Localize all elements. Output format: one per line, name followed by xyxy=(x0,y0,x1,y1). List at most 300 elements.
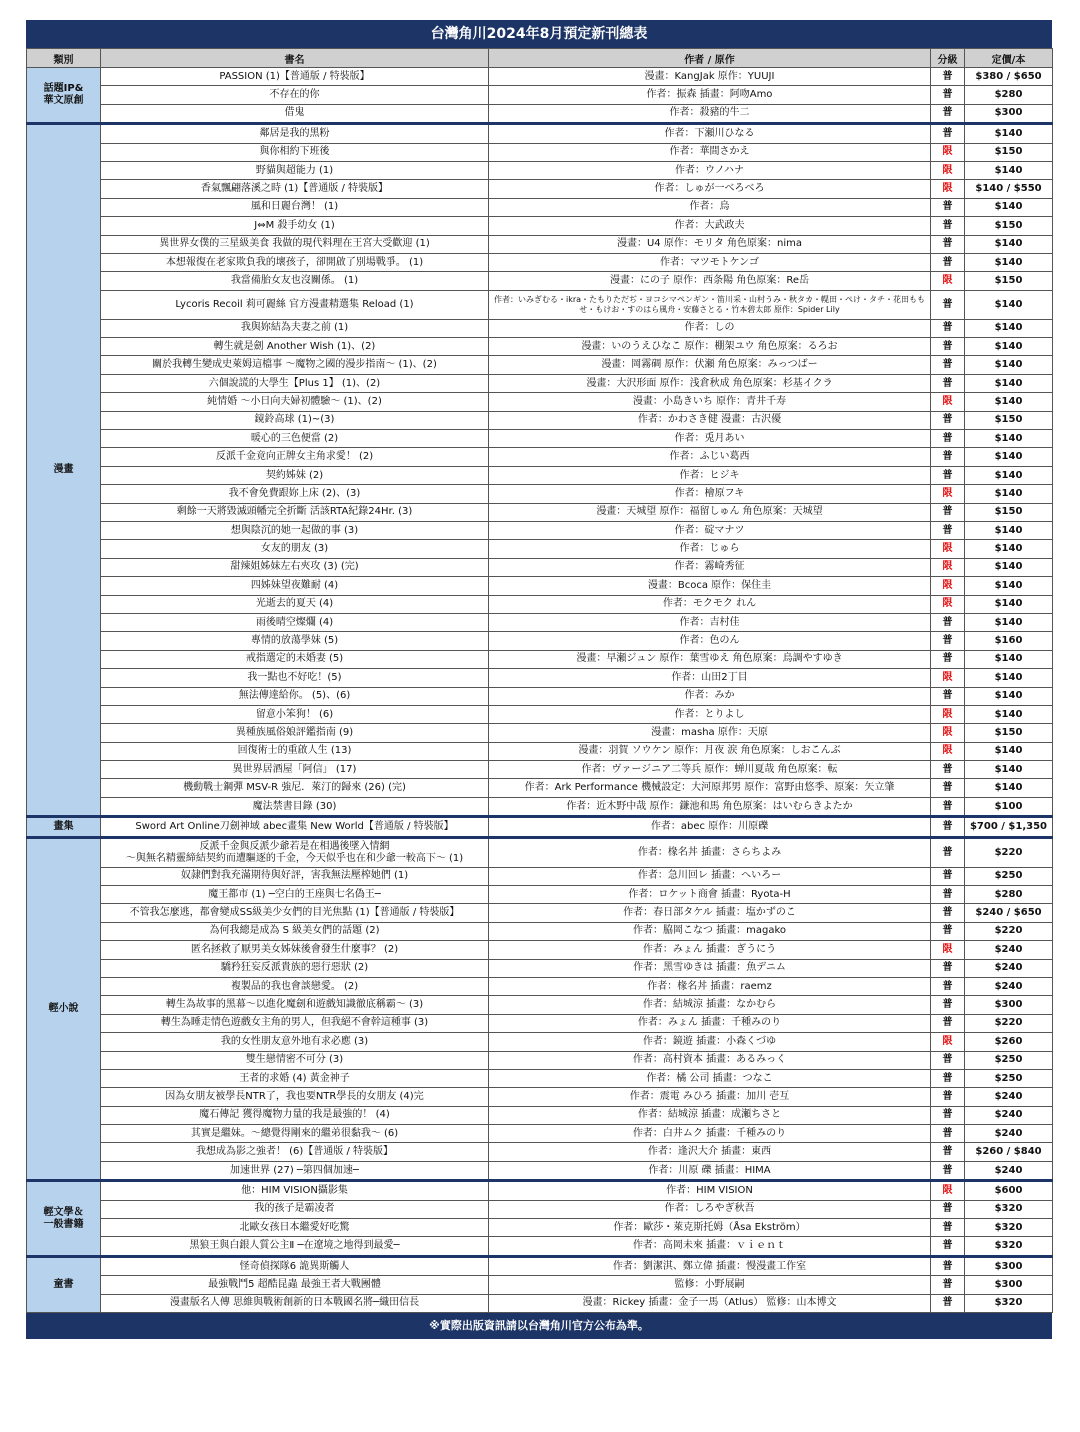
table-row xyxy=(27,1294,1053,1312)
book-author: 作者：黑雪ゆきは 插畫：魚デニム xyxy=(489,959,931,977)
category-cell: 輕文學＆ 一般書籍 xyxy=(27,1181,101,1257)
table-row xyxy=(27,430,1053,448)
sheet xyxy=(26,20,1052,1339)
table-row xyxy=(27,356,1053,374)
book-title: 我的女性朋友意外地有求必應 (3) xyxy=(101,1033,489,1051)
table-row xyxy=(27,338,1053,356)
rating-cell: 普 xyxy=(931,1051,965,1069)
book-author: 作者：殺豬的牛二 xyxy=(489,104,931,123)
book-author: 作者：ヒジキ xyxy=(489,466,931,484)
book-title: 專情的放蕩學妹 (5) xyxy=(101,632,489,650)
book-author: 作者：結城涼 插畫：なかむら xyxy=(489,996,931,1014)
book-author: 作者：川原 礫 插畫：HIMA xyxy=(489,1161,931,1180)
rating-cell: 普 xyxy=(931,503,965,521)
book-author: 漫畫：KangJak 原作：YUUJI xyxy=(489,68,931,86)
table-row xyxy=(27,724,1053,742)
price-cell: $140 xyxy=(965,430,1053,448)
table-row xyxy=(27,411,1053,429)
price-cell: $240 xyxy=(965,977,1053,995)
price-cell: $140 xyxy=(965,577,1053,595)
book-author: 作者：橘 公司 插畫：つなこ xyxy=(489,1069,931,1087)
table-row xyxy=(27,867,1053,885)
rating-cell: 普 xyxy=(931,632,965,650)
book-author: 漫畫：Bcoca 原作：保住圭 xyxy=(489,577,931,595)
rating-cell: 普 xyxy=(931,1106,965,1124)
table-header-row xyxy=(27,49,1053,68)
book-author: 作者：兎月あい xyxy=(489,430,931,448)
price-cell: $140 xyxy=(965,540,1053,558)
table-body xyxy=(27,68,1053,1313)
book-author: 作者：逢沢大介 插畫：東西 xyxy=(489,1143,931,1161)
book-author: 漫畫：Rickey 插畫：金子一馬（Atlus） 監修：山本博文 xyxy=(489,1294,931,1312)
table-row xyxy=(27,374,1053,392)
rating-cell: 普 xyxy=(931,68,965,86)
book-title: 加速世界 (27) ─第四個加速─ xyxy=(101,1161,489,1180)
book-title: 香氣飄翩落溪之時 (1)【普通版 / 特裝版】 xyxy=(101,180,489,198)
table-row xyxy=(27,1256,1053,1275)
table-row xyxy=(27,1161,1053,1180)
table-row xyxy=(27,687,1053,705)
price-cell: $260 xyxy=(965,1033,1053,1051)
book-author: 作者：しろやぎ秋吾 xyxy=(489,1200,931,1218)
price-cell: $140 xyxy=(965,374,1053,392)
book-author: 作者：みか xyxy=(489,687,931,705)
price-cell: $140 xyxy=(965,761,1053,779)
table-row xyxy=(27,1014,1053,1032)
rating-cell: 普 xyxy=(931,1069,965,1087)
book-author: 作者：山田2丁目 xyxy=(489,669,931,687)
price-cell: $300 xyxy=(965,104,1053,123)
price-cell: $240 / $650 xyxy=(965,904,1053,922)
category-cell: 童書 xyxy=(27,1256,101,1312)
price-cell: $300 xyxy=(965,996,1053,1014)
rating-cell: 普 xyxy=(931,253,965,271)
table-row xyxy=(27,959,1053,977)
rating-cell: 普 xyxy=(931,466,965,484)
book-title: 甜辣姐姊妹左右夾攻 (3) (完) xyxy=(101,558,489,576)
book-title: 黑狼王與白銀人質公主Ⅱ ─在遼境之地得到最愛─ xyxy=(101,1237,489,1256)
rating-cell: 普 xyxy=(931,867,965,885)
rating-cell: 限 xyxy=(931,724,965,742)
price-cell: $100 xyxy=(965,797,1053,816)
book-author: 作者：近木野中哉 原作：鎌池和馬 角色原案：はいむらきよたか xyxy=(489,797,931,816)
book-title: 留意小笨狗！ (6) xyxy=(101,705,489,723)
book-author: 作者：脇岡こなつ 插畫：magako xyxy=(489,922,931,940)
book-author: 作者：椽名丼 插畫：さらちよみ xyxy=(489,837,931,867)
book-title: 關於我轉生變成史萊姆這檔事 ～魔物之國的漫步指南～ (1)、(2) xyxy=(101,356,489,374)
book-author: 作者：振森 插畫：阿吻Amo xyxy=(489,86,931,104)
price-cell: $220 xyxy=(965,1014,1053,1032)
book-author: 作者：白井ムク 插畫：千種みのり xyxy=(489,1125,931,1143)
book-author: 作者：霧崎秀征 xyxy=(489,558,931,576)
rating-cell: 限 xyxy=(931,595,965,613)
book-author: 作者：とりよし xyxy=(489,705,931,723)
book-author: 監修：小野展嗣 xyxy=(489,1276,931,1294)
book-title: 鏡鈴高球 (1)~(3) xyxy=(101,411,489,429)
book-author: 作者：ヴァージニア二等兵 原作：蝉川夏哉 角色原案：転 xyxy=(489,761,931,779)
book-author: 漫畫：にの子 原作：西条陽 角色原案：Re岳 xyxy=(489,272,931,290)
rating-cell: 限 xyxy=(931,705,965,723)
price-cell: $250 xyxy=(965,1069,1053,1087)
book-title: 異世界女僕的三星級美食 我做的現代料理在王宮大受歡迎 (1) xyxy=(101,235,489,253)
book-author: 作者：ふじい葛西 xyxy=(489,448,931,466)
price-cell: $140 xyxy=(965,521,1053,539)
price-cell: $250 xyxy=(965,867,1053,885)
rating-cell: 普 xyxy=(931,1276,965,1294)
rating-cell: 普 xyxy=(931,217,965,235)
table-row xyxy=(27,253,1053,271)
rating-cell: 普 xyxy=(931,1219,965,1237)
price-cell: $140 xyxy=(965,742,1053,760)
price-cell: $140 xyxy=(965,393,1053,411)
book-title: 轉生為睡走情色遊戲女主角的男人，但我絕不會幹這種事 (3) xyxy=(101,1014,489,1032)
table-row xyxy=(27,161,1053,179)
rating-cell: 普 xyxy=(931,86,965,104)
price-cell: $140 xyxy=(965,161,1053,179)
price-cell: $240 xyxy=(965,959,1053,977)
book-title: 我當備胎女友也沒關係。 (1) xyxy=(101,272,489,290)
rating-cell: 普 xyxy=(931,687,965,705)
table-row xyxy=(27,272,1053,290)
price-cell: $140 xyxy=(965,558,1053,576)
book-title: J⇔M 殺手幼女 (1) xyxy=(101,217,489,235)
rating-cell: 普 xyxy=(931,430,965,448)
table-row xyxy=(27,104,1053,123)
rating-cell: 限 xyxy=(931,393,965,411)
book-title: 四姊妹望夜難耐 (4) xyxy=(101,577,489,595)
book-title: Lycoris Recoil 莉可麗絲 官方漫畫精選集 Reload (1) xyxy=(101,290,489,319)
price-cell: $320 xyxy=(965,1219,1053,1237)
price-cell: $140 xyxy=(965,198,1053,216)
book-author: 作者：歐莎・萊克斯托姆（Åsa Ekström） xyxy=(489,1219,931,1237)
table-row xyxy=(27,1181,1053,1200)
book-author: 作者：モクモク れん xyxy=(489,595,931,613)
price-cell: $140 xyxy=(965,779,1053,797)
price-cell: $280 xyxy=(965,886,1053,904)
table-row xyxy=(27,922,1053,940)
header-author: 作者 / 原作 xyxy=(489,49,931,68)
price-cell: $280 xyxy=(965,86,1053,104)
price-cell: $140 xyxy=(965,613,1053,631)
rating-cell: 普 xyxy=(931,521,965,539)
book-title: 回復術士的重啟人生 (13) xyxy=(101,742,489,760)
table-row xyxy=(27,761,1053,779)
book-author: 作者：大武政夫 xyxy=(489,217,931,235)
book-title: 野貓與超能力 (1) xyxy=(101,161,489,179)
price-cell: $150 xyxy=(965,143,1053,161)
book-author: 作者：下瀬川ひなる xyxy=(489,124,931,143)
book-author: 作者：かわさき健 漫畫：古沢優 xyxy=(489,411,931,429)
price-cell: $140 xyxy=(965,448,1053,466)
table-row xyxy=(27,68,1053,86)
rating-cell: 普 xyxy=(931,922,965,940)
rating-cell: 普 xyxy=(931,959,965,977)
book-author: 作者：急川回レ 插畫：へいろー xyxy=(489,867,931,885)
book-title: 我的孩子是霸凌者 xyxy=(101,1200,489,1218)
table-row xyxy=(27,198,1053,216)
book-author: 作者：春日部タケル 插畫：塩かずのこ xyxy=(489,904,931,922)
book-title: 光逝去的夏天 (4) xyxy=(101,595,489,613)
rating-cell: 普 xyxy=(931,977,965,995)
book-author: 作者：碇マナツ xyxy=(489,521,931,539)
table-row xyxy=(27,613,1053,631)
price-cell: $150 xyxy=(965,411,1053,429)
book-title: 風和日麗台灣！ (1) xyxy=(101,198,489,216)
rating-cell: 普 xyxy=(931,235,965,253)
price-cell: $240 xyxy=(965,1106,1053,1124)
rating-cell: 普 xyxy=(931,761,965,779)
book-author: 作者：華間さかえ xyxy=(489,143,931,161)
book-title: Sword Art Online刀劍神域 abec畫集 New World【普通版 / 特裝版】 xyxy=(101,817,489,837)
book-author: 漫畫：masha 原作：天原 xyxy=(489,724,931,742)
table-row xyxy=(27,797,1053,816)
price-cell: $140 xyxy=(965,253,1053,271)
book-title: 契約姊妹 (2) xyxy=(101,466,489,484)
category-cell: 輕小說 xyxy=(27,837,101,1181)
book-title: 六個說謊的大學生【Plus 1】 (1)、(2) xyxy=(101,374,489,392)
price-cell: $150 xyxy=(965,217,1053,235)
price-cell: $140 xyxy=(965,338,1053,356)
rating-cell: 普 xyxy=(931,1143,965,1161)
rating-cell: 限 xyxy=(931,1181,965,1200)
book-author: 作者：HIM VISION xyxy=(489,1181,931,1200)
book-title: 奴隷們對我充滿期待與好評，害我無法壓榨她們 (1) xyxy=(101,867,489,885)
price-cell: $140 / $550 xyxy=(965,180,1053,198)
table-row xyxy=(27,996,1053,1014)
table-row xyxy=(27,1088,1053,1106)
book-author: 作者：abec 原作：川原礫 xyxy=(489,817,931,837)
book-title: 怪奇偵探隊6 詭異斯觸人 xyxy=(101,1256,489,1275)
table-row xyxy=(27,1219,1053,1237)
book-author: 漫畫：岡霧碉 原作：伏瀬 角色原案：みっつばー xyxy=(489,356,931,374)
book-author: 作者：劉潔淇、鄭立偉 插畫：慢漫畫工作室 xyxy=(489,1256,931,1275)
rating-cell: 限 xyxy=(931,143,965,161)
book-title: 轉生為故事的黑幕～以進化魔劍和遊戲知識徹底稱霸～ (3) xyxy=(101,996,489,1014)
price-cell: $160 xyxy=(965,632,1053,650)
table-row xyxy=(27,742,1053,760)
book-author: 作者：烏 xyxy=(489,198,931,216)
table-row xyxy=(27,540,1053,558)
rating-cell: 普 xyxy=(931,797,965,816)
book-title: 漫畫版名人傳 思維與戰術創新的日本戰國名將─織田信長 xyxy=(101,1294,489,1312)
table-row xyxy=(27,124,1053,143)
book-title: 與你相約下班後 xyxy=(101,143,489,161)
rating-cell: 普 xyxy=(931,1088,965,1106)
category-cell: 話題IP& 華文原創 xyxy=(27,68,101,124)
price-cell: $140 xyxy=(965,466,1053,484)
book-title: 不管我怎麼逃，都會變成SS級美少女們的目光焦點 (1)【普通版 / 特裝版】 xyxy=(101,904,489,922)
book-title: 女友的朋友 (3) xyxy=(101,540,489,558)
page-title: 台灣角川2024年8月預定新刊總表 xyxy=(26,20,1052,48)
book-title: 暖心的三色便當 (2) xyxy=(101,430,489,448)
book-author: 作者：鏡遊 插畫：小森くづゆ xyxy=(489,1033,931,1051)
book-author: 漫畫：いのうえひなこ 原作：棚架ユウ 角色原案：るろお xyxy=(489,338,931,356)
book-title: 為何我總是成為 S 級美女們的話題 (2) xyxy=(101,922,489,940)
rating-cell: 普 xyxy=(931,1237,965,1256)
book-title: 機動戰士鋼彈 MSV-R 強尼．萊汀的歸來 (26) (完) xyxy=(101,779,489,797)
book-author: 作者：震電 みひろ 插畫：加川 壱互 xyxy=(489,1088,931,1106)
book-title: 驕矜狂妄反派貴族的惡行惡狀 (2) xyxy=(101,959,489,977)
rating-cell: 普 xyxy=(931,996,965,1014)
price-cell: $240 xyxy=(965,941,1053,959)
rating-cell: 普 xyxy=(931,1200,965,1218)
book-title: 北歐女孩日本繼愛好吃驚 xyxy=(101,1219,489,1237)
book-author: 作者：Ark Performance 機械設定：大河原邦男 原作：富野由悠季、原案：矢立肇 xyxy=(489,779,931,797)
table-row xyxy=(27,650,1053,668)
rating-cell: 普 xyxy=(931,613,965,631)
price-cell: $150 xyxy=(965,724,1053,742)
book-author: 漫畫：羽賀 ソウケン 原作：月夜 涙 角色原案：しおこんぶ xyxy=(489,742,931,760)
book-author: 作者：じゅら xyxy=(489,540,931,558)
table-row xyxy=(27,941,1053,959)
rating-cell: 普 xyxy=(931,124,965,143)
table-row xyxy=(27,143,1053,161)
book-author: 作者：吉村佳 xyxy=(489,613,931,631)
book-author: 作者：結城涼 插畫：成瀬ちさと xyxy=(489,1106,931,1124)
rating-cell: 普 xyxy=(931,904,965,922)
book-title: 異世界居酒屋「阿信」 (17) xyxy=(101,761,489,779)
book-author: 作者：高村資本 插畫：あるみっく xyxy=(489,1051,931,1069)
table-row xyxy=(27,1033,1053,1051)
price-cell: $140 xyxy=(965,235,1053,253)
table-row xyxy=(27,235,1053,253)
rating-cell: 普 xyxy=(931,374,965,392)
header-category: 類別 xyxy=(27,49,101,68)
rating-cell: 限 xyxy=(931,669,965,687)
table-row xyxy=(27,817,1053,837)
book-title: 反派千金竟向正牌女主角求愛！ (2) xyxy=(101,448,489,466)
book-author: 作者：みょん 插畫：ぎうにう xyxy=(489,941,931,959)
book-author: 作者：ウノハナ xyxy=(489,161,931,179)
rating-cell: 普 xyxy=(931,1161,965,1180)
footer-note: ※實際出版資訊請以台灣角川官方公布為準。 xyxy=(26,1313,1052,1339)
book-title: 鄰居是我的黑粉 xyxy=(101,124,489,143)
book-author: 漫畫：早瀬ジュン 原作：葉雪ゆえ 角色原案：烏調やすゆき xyxy=(489,650,931,668)
rating-cell: 限 xyxy=(931,272,965,290)
table-row xyxy=(27,319,1053,337)
book-author: 作者：椽名丼 插畫：raemz xyxy=(489,977,931,995)
price-cell: $140 xyxy=(965,319,1053,337)
table-row xyxy=(27,1125,1053,1143)
book-author: 作者：マツモトケンゴ xyxy=(489,253,931,271)
book-author: 漫畫：大沢形面 原作：浅倉秋成 角色原案：杉基イクラ xyxy=(489,374,931,392)
book-title: 王者的求婚 (4) 黃金神子 xyxy=(101,1069,489,1087)
rating-cell: 普 xyxy=(931,198,965,216)
price-cell: $380 / $650 xyxy=(965,68,1053,86)
table-row xyxy=(27,290,1053,319)
header-price: 定價/本 xyxy=(965,49,1053,68)
rating-cell: 普 xyxy=(931,290,965,319)
rating-cell: 限 xyxy=(931,161,965,179)
table-row xyxy=(27,503,1053,521)
book-title: 轉生就是劍 Another Wish (1)、(2) xyxy=(101,338,489,356)
rating-cell: 限 xyxy=(931,742,965,760)
table-row xyxy=(27,595,1053,613)
book-author: 作者：檜原フキ xyxy=(489,485,931,503)
table-row xyxy=(27,1051,1053,1069)
rating-cell: 限 xyxy=(931,540,965,558)
table-row xyxy=(27,485,1053,503)
table-row xyxy=(27,217,1053,235)
book-title: 其實是繼妹。～總覺得剛來的繼弟很黏我～ (6) xyxy=(101,1125,489,1143)
rating-cell: 普 xyxy=(931,886,965,904)
table-row xyxy=(27,705,1053,723)
table-row xyxy=(27,904,1053,922)
price-cell: $140 xyxy=(965,356,1053,374)
price-cell: $140 xyxy=(965,669,1053,687)
rating-cell: 普 xyxy=(931,104,965,123)
table-row xyxy=(27,1106,1053,1124)
price-cell: $240 xyxy=(965,1125,1053,1143)
price-cell: $320 xyxy=(965,1200,1053,1218)
price-cell: $240 xyxy=(965,1088,1053,1106)
table-row xyxy=(27,1143,1053,1161)
price-cell: $140 xyxy=(965,687,1053,705)
price-cell: $250 xyxy=(965,1051,1053,1069)
book-title: 我想成為影之強者！ (6)【普通版 / 特裝版】 xyxy=(101,1143,489,1161)
book-author: 作者：しの xyxy=(489,319,931,337)
rating-cell: 普 xyxy=(931,650,965,668)
rating-cell: 限 xyxy=(931,1033,965,1051)
price-cell: $140 xyxy=(965,290,1053,319)
book-title: 我與妳結為夫妻之前 (1) xyxy=(101,319,489,337)
rating-cell: 限 xyxy=(931,941,965,959)
table-row xyxy=(27,577,1053,595)
table-row xyxy=(27,977,1053,995)
rating-cell: 普 xyxy=(931,1014,965,1032)
price-cell: $140 xyxy=(965,124,1053,143)
table-row xyxy=(27,521,1053,539)
book-title: 反派千金與反派少爺若是在相遇後墜入情網 ～與無名精靈締結契約而遭驅逐的千金，今天似乎也在和少爺一較高下～ (1) xyxy=(101,837,489,867)
price-cell: $320 xyxy=(965,1294,1053,1312)
rating-cell: 普 xyxy=(931,319,965,337)
book-author: 作者：しゅが一べろべろ xyxy=(489,180,931,198)
header-title: 書名 xyxy=(101,49,489,68)
rating-cell: 限 xyxy=(931,577,965,595)
rating-cell: 普 xyxy=(931,779,965,797)
price-cell: $600 xyxy=(965,1181,1053,1200)
book-title: 我不會免費跟妳上床 (2)、(3) xyxy=(101,485,489,503)
book-title: 因為女朋友被學長NTR了，我也要NTR學長的女朋友 (4)完 xyxy=(101,1088,489,1106)
price-cell: $260 / $840 xyxy=(965,1143,1053,1161)
book-title: 借鬼 xyxy=(101,104,489,123)
category-cell: 畫集 xyxy=(27,817,101,837)
book-author: 作者：ロケット商會 插畫：Ryota-H xyxy=(489,886,931,904)
book-title: 魔法禁書目錄 (30) xyxy=(101,797,489,816)
book-author: 作者：色のん xyxy=(489,632,931,650)
book-title: 本想報復在老家欺負我的壞孩子，卻開啟了別場戰爭。 (1) xyxy=(101,253,489,271)
book-author: 作者：いみぎむる・ikra・たもりただぢ・ヨコシマペンギン・笛川采・山村うみ・秋タカ・幌田・ぺけ・タチ・花田ももせ・もけお・すのはら風舟・安藤さとる・竹本碧太郎 原作：Spider Lily xyxy=(489,290,931,319)
book-title: 剩餘一天將毀滅頭幡完全折斷 活該RTA紀錄24Hr. (3) xyxy=(101,503,489,521)
price-cell: $150 xyxy=(965,503,1053,521)
book-title: 匿名拯救了厭男美女姊妹後會發生什麼事？ (2) xyxy=(101,941,489,959)
table-row xyxy=(27,393,1053,411)
rating-cell: 限 xyxy=(931,485,965,503)
table-row xyxy=(27,837,1053,867)
book-title: 魔王都市 (1) ─空白的王座與七名偽王─ xyxy=(101,886,489,904)
table-row xyxy=(27,1276,1053,1294)
table-row xyxy=(27,632,1053,650)
book-title: 複製品的我也會談戀愛。 (2) xyxy=(101,977,489,995)
book-title: 魔石傳記 獲得魔物力量的我是最強的！ (4) xyxy=(101,1106,489,1124)
table-row xyxy=(27,1237,1053,1256)
book-title: 想與陰沉的她一起做的事 (3) xyxy=(101,521,489,539)
book-title: PASSION (1)【普通版 / 特裝版】 xyxy=(101,68,489,86)
rating-cell: 普 xyxy=(931,411,965,429)
rating-cell: 限 xyxy=(931,558,965,576)
rating-cell: 普 xyxy=(931,1125,965,1143)
table-row xyxy=(27,669,1053,687)
